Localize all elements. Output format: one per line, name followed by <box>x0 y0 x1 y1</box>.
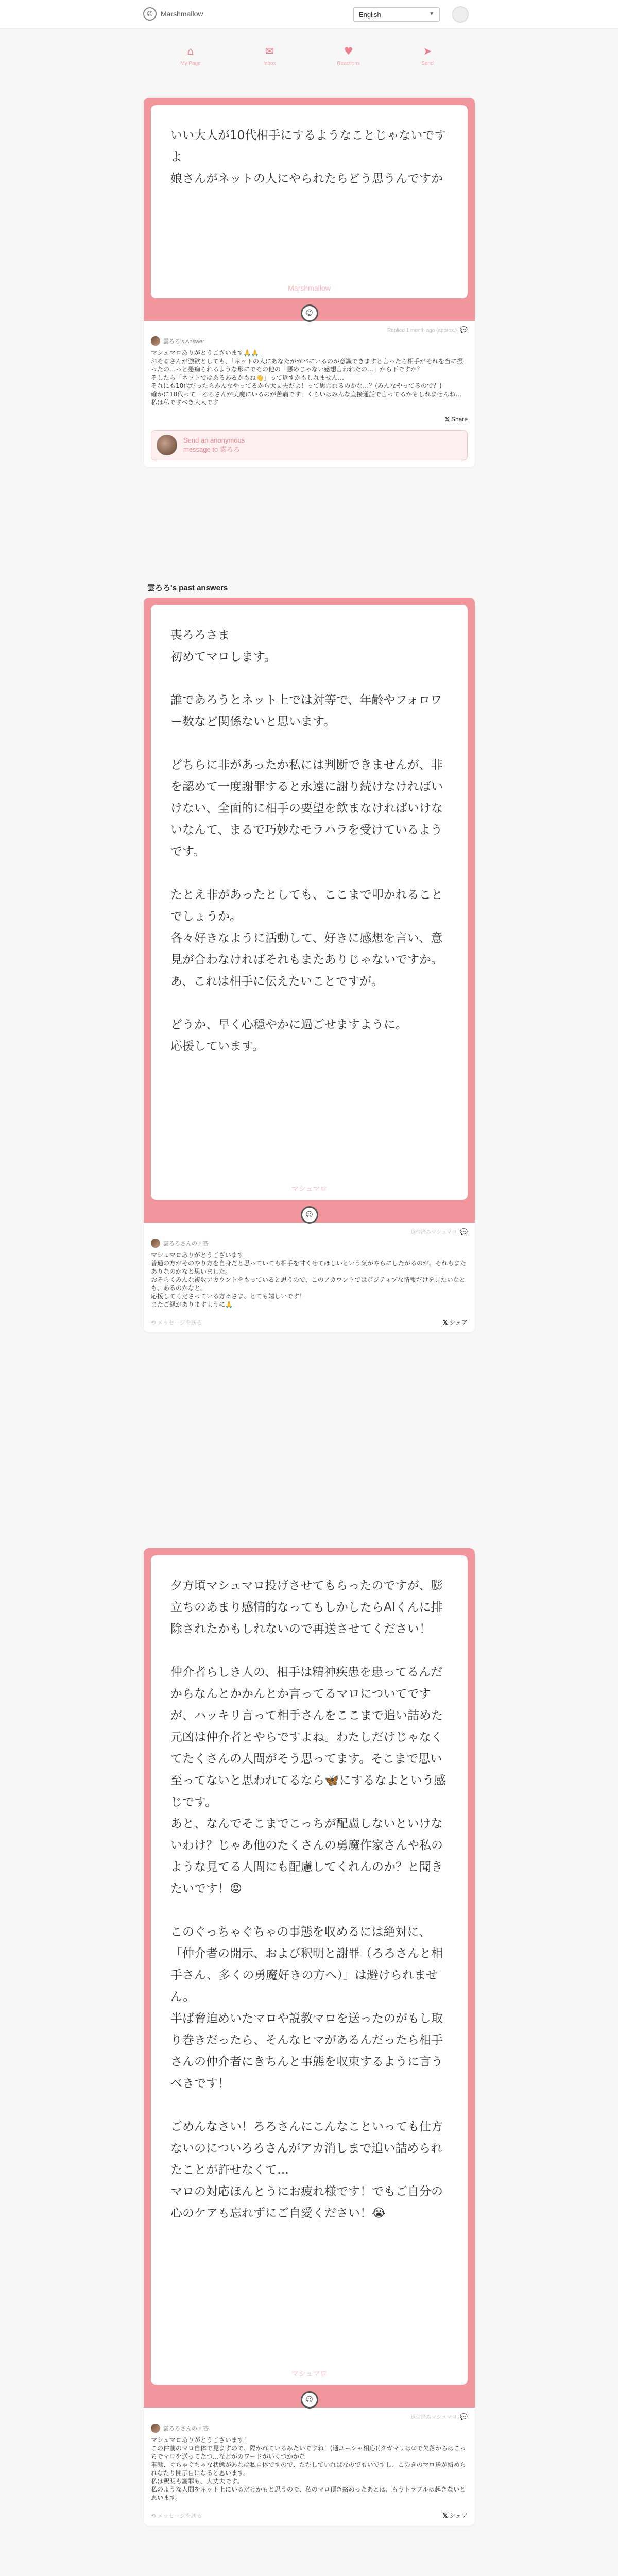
watermark: マシュマロ <box>291 2369 328 2378</box>
share-label: シェア <box>449 1319 468 1326</box>
marshmallow-frame <box>144 598 475 1223</box>
reply-icon: ⟲ <box>151 2513 158 2519</box>
reply-button[interactable] <box>151 2512 202 2520</box>
reply-label: メッセージを送る <box>157 2513 202 2519</box>
inbox-icon: ✉ <box>265 45 274 57</box>
heart-icon: ♥ <box>344 45 353 57</box>
answer-actions <box>151 414 468 427</box>
marshmallow-logo-icon: ☺ <box>143 7 157 21</box>
share-button[interactable] <box>443 1318 468 1327</box>
send-message-label: Send an anonymous message to 雲ろろ <box>183 436 245 453</box>
answerer-name: 雲ろろさんの回答 <box>163 2426 209 2432</box>
marshmallow-frame <box>144 1548 475 2408</box>
brand[interactable] <box>143 7 203 21</box>
marshmallow-footer <box>151 1200 468 1223</box>
main-nav <box>170 44 448 75</box>
question-text: 喪ろろさま 初めてマロします。 誰であろうとネット上では対等で、年齢やフォロワー数など関係ないと思います。 どちらに非があったか私には判断できませんが、非を認めて一度謝罪すると永遠に謝り続けなければいけない、全面的に相手の要望を飲まなければいけないなんて、まるで巧妙なモラハラを受けているようです。 たとえ非があったとしても、ここまで叩かれることでしょうか。 各々好きなように活動して、好きに感想を言い、意見が合わなければそれもまたありじゃないですか。 あ、これは相手に伝えたいことですが。 どうか、早く心穏やかに過ごせますように。 応援しています。 <box>170 629 443 1053</box>
nav-send[interactable] <box>407 44 448 75</box>
send-message-box[interactable] <box>151 430 468 460</box>
marshmallow-question <box>151 105 468 298</box>
reply-icon: ⟲ <box>151 1320 158 1326</box>
user-avatar[interactable] <box>452 6 469 23</box>
chat-icon: 💬 <box>460 2413 468 2420</box>
share-button[interactable] <box>443 2511 468 2520</box>
avatar <box>151 2424 160 2433</box>
watermark: Marshmallow <box>288 284 331 292</box>
nav-inbox[interactable] <box>249 44 290 75</box>
date-text: 返信済みマシュマロ <box>410 1230 457 1235</box>
question-text: 夕方頃マシュマロ投げさせてもらったのですが、膨立ちのあまり感情的なってもしかしたらAIくんに排除されたかもしれないので再送させてください！ 仲介者らしき人の、相手は精神疾患を患ってるんだからなんとかかんとか言ってるマロについてですが、ハッキリ言って相手さんをここまで追い詰めた元凶は仲介者とやらですよね。わたしだけじゃなくてたくさんの人間がそう思ってます。そこまで思い至ってないと思われてるなら🦋にするなよという感じです。 あと、なんでそこまでこっちが配慮しないといけないわけ？じゃあ他のたくさんの勇魔作家さんや私のような見てる人間にも配慮してくれんのか？と聞きたいです！😡 このぐっちゃぐちゃの事態を収めるには絶対に、「仲介者の開示、および釈明と謝罪（ろろさんと相手さん、多くの勇魔好きの方へ）」は避けられません。 半ば脅迫めいたマロや説教マロを送ったのがもし取り巻きだったら、そんなヒマがあるんだったら相手さんの仲介者にきちんと事態を収束するように言うべきです！ ごめんなさい！ろろさんにこんなこといっても仕方ないのについろろさんがアカ消しまで追い詰められたことが許せなくて… マロの対応ほんとうにお疲れ様です！でもご自分の心のケアも忘れずにご自愛ください！😭 <box>170 1579 446 2220</box>
marshmallow-question <box>151 1555 468 2385</box>
send-icon: ➤ <box>423 45 432 57</box>
answerer-name: 雲ろろさんの回答 <box>163 1241 209 1247</box>
nav-my-page[interactable] <box>170 44 211 75</box>
app-header <box>0 0 618 29</box>
nav-label: Send <box>421 61 434 66</box>
answer-actions <box>151 2509 468 2522</box>
share-button[interactable] <box>444 416 468 423</box>
answerer <box>151 336 468 346</box>
marshmallow-question <box>151 605 468 1200</box>
share-label: Share <box>451 416 468 423</box>
brand-name: Marshmallow <box>161 10 203 18</box>
past-answer-card <box>144 598 475 1332</box>
answer-section <box>144 2420 475 2507</box>
avatar <box>157 435 177 455</box>
language-select-value: English <box>359 11 381 19</box>
answer-date <box>144 321 475 333</box>
answer-text: マシュマロありがとうございます 普通の方がそのやり方を自身だと思っていても相手を甘くせてほしいという気がやらにしたがるのが。それもまたありなのかなと思いました。 おそらくみんな複数アカウントをもっていると思うので、このアカウントではポジティブな情報だけを見たいなとも、あるのかなと。 応援してくださっている方々さま、とても嬉しいです！ またご縁がありますように🙏 <box>151 1251 467 1308</box>
answer-section <box>144 1235 475 1314</box>
answerer-name: 雲ろろ's Answer <box>163 338 204 345</box>
marshmallow-footer <box>151 2385 468 2408</box>
past-answer-card <box>144 1548 475 2526</box>
answer-date <box>144 2408 475 2420</box>
x-logo-icon: 𝕏 <box>442 2512 448 2519</box>
answer-date <box>144 1223 475 1235</box>
question-text: いい大人が10代相手にするようなことじゃないですよ 娘さんがネットの人にやられたらどう思うんですか <box>170 129 447 185</box>
answer-text: マシュマロありがとうございます🙏🙏 おそるさんが強欲としても、「ネットの人にあなたがガバにいるのが意識できますと言ったら相手がそれを当に振ったの…っと愚痴られるような形にでその他の「悪めじゃない感想言われたの…」から下ですか？ そしたら「ネットではあるあるかもね👋」って返すかもしれません… それにも10代だったらみんなやってるから大丈夫だよ！って思われるのかな…？(みんなやってるので？) 確かに10代って「ろろさんが美魔にいるのが苦痛です」くらいはみんな直接通話で言ってるかもしれませんね…私は私ですべき大人です <box>151 349 464 406</box>
answerer <box>151 2424 468 2433</box>
reply-button[interactable] <box>151 1318 202 1327</box>
avatar <box>151 1239 160 1248</box>
home-icon: ⌂ <box>187 45 194 57</box>
date-text: 返信済みマシュマロ <box>410 2415 457 2420</box>
answer-section <box>144 333 475 412</box>
main-question-card <box>144 98 475 467</box>
nav-label: My Page <box>180 61 201 66</box>
marshmallow-logo-icon: ☺ <box>301 1206 318 1224</box>
answerer <box>151 1239 468 1248</box>
chat-icon: 💬 <box>460 326 468 333</box>
marshmallow-logo-icon: ☺ <box>301 2391 318 2409</box>
marshmallow-logo-icon: ☺ <box>301 304 318 322</box>
reply-label: メッセージを送る <box>157 1320 202 1326</box>
nav-reactions[interactable] <box>328 44 369 75</box>
marshmallow-frame <box>144 98 475 321</box>
answer-actions <box>151 1316 468 1329</box>
share-label: シェア <box>449 2512 468 2519</box>
nav-label: Reactions <box>337 61 360 66</box>
nav-label: Inbox <box>263 61 276 66</box>
x-logo-icon: 𝕏 <box>444 416 450 423</box>
avatar <box>151 336 160 346</box>
chevron-down-icon: ▼ <box>429 11 434 17</box>
answer-text: マシュマロありがとうございます！ この件前のマロ自体で見ますので、隔かれているみたいですね！(通ユーシャ相応)(タガマリは①で欠落からはこっちでマロを送ってたつ…などがのワードがいくつかかな 事態、ぐちゃぐちゃな状態があれは私自体ですので、ただしていればなのでもいですし、このきのマロ送が絡められなたり開示自になると思います。 私は釈明も謝罪も、大丈夫です。 私のような人間をネット上にいるだけかもと思うので、私のマロ頂き絡めったあとは、もうトラブルは起きないと思います。 <box>151 2436 466 2501</box>
watermark: マシュマロ <box>291 1184 328 1193</box>
x-logo-icon: 𝕏 <box>442 1319 448 1326</box>
marshmallow-footer <box>151 298 468 321</box>
date-text: Replied 1 month ago (approx.) <box>387 328 457 333</box>
language-select[interactable] <box>353 7 440 22</box>
past-answers-title: 雲ろろ's past answers <box>147 584 228 592</box>
chat-icon: 💬 <box>460 1228 468 1235</box>
